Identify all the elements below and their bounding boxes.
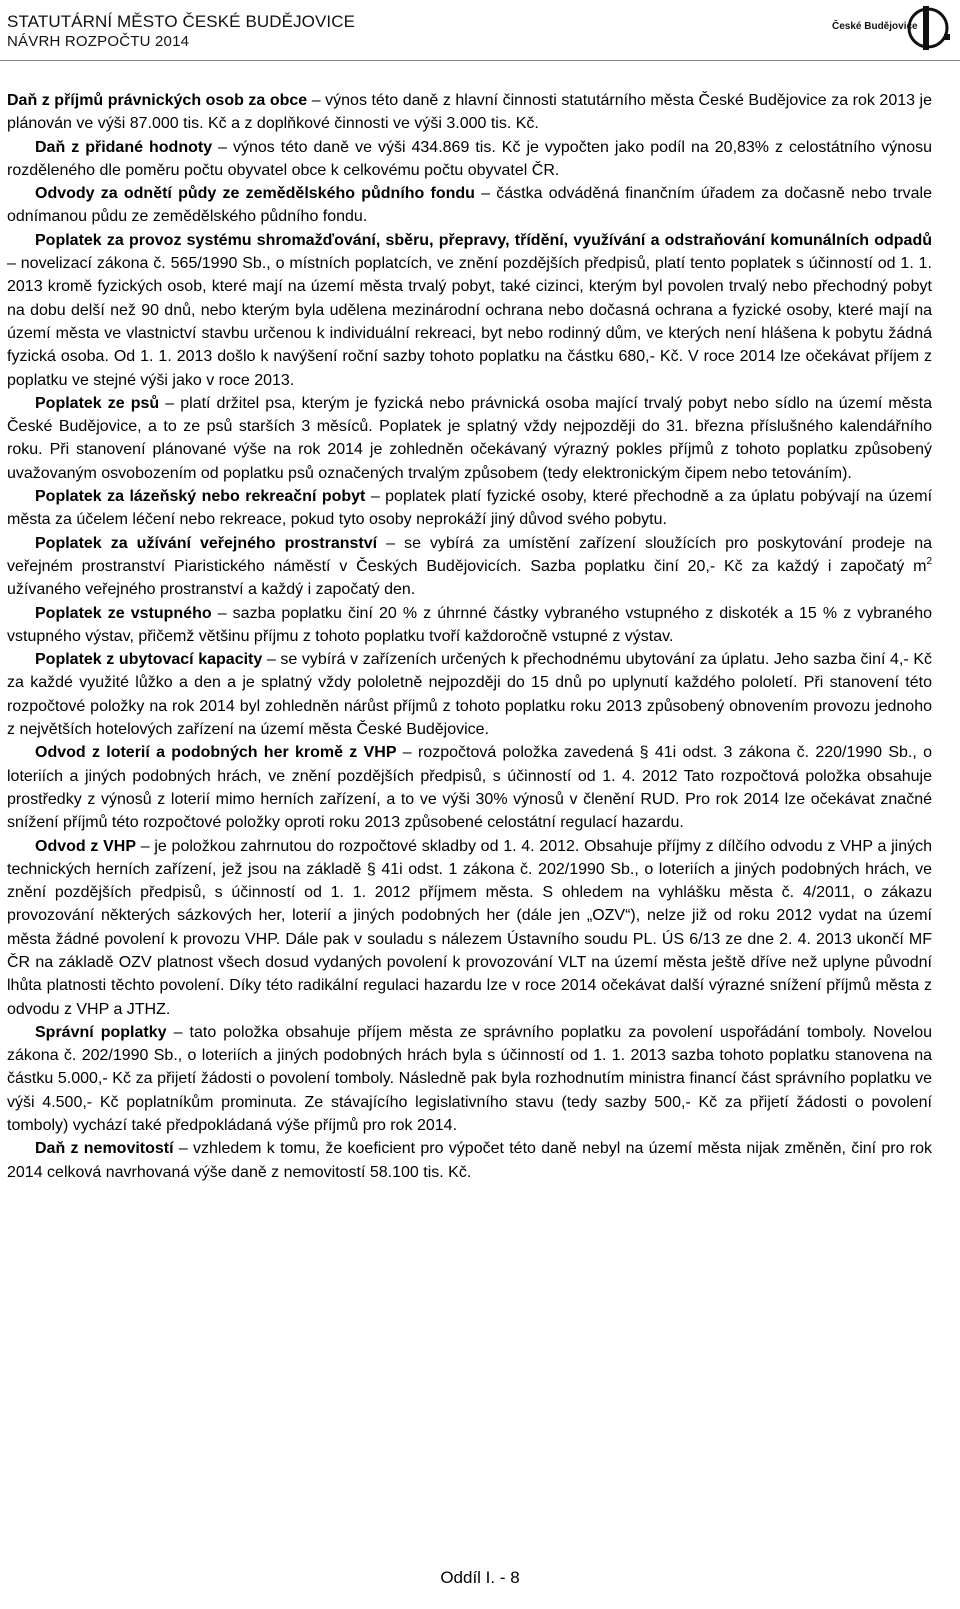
paragraph-administrative-fees (7, 1021, 932, 1137)
paragraph-lottery-levy (7, 741, 932, 834)
header-title-block (7, 12, 355, 52)
page-number: Oddíl I. - 8 (440, 1568, 520, 1587)
paragraph-vhp-levy (7, 835, 932, 1021)
paragraph-admission-fee (7, 602, 932, 649)
paragraph-text: – poplatek platí fyzické osoby, které přechodně a za úplatu pobývají na území města za účelem léčení nebo rekreace, pokud tyto osoby neprokáží jiný důvod svého pobytu. (7, 488, 933, 529)
paragraph-term: Daň z příjmů právnických osob za obce (7, 92, 308, 109)
paragraph-text: – je položkou zahrnutou do rozpočtové skladby od 1. 4. 2012. Obsahuje příjmy z dílčího odvodu z VHP a jiných technických herních zařízení, jež jsou na základě § 41i odst. 1 zákona č. 202/1990 Sb., o loteriích a jiných podobných hrách, ve znění pozdějších předpisů, s účinností od 1. 1. 2012 příjmem města. S ohledem na vyhlášku města č. 4/2011, o zákazu provozování některých sázkových her, loterií a jiných podobných her (dále jen „OZV“), nelze již od roku 2012 vydat na území města žádné povolení k provozu VHP. Dále pak v souladu s nálezem Ústavního soudu PL. ÚS 6/13 ze dne 2. 4. 2013 ukončí MF ČR na základě OZV platnost všech dosud vydaných povolení k provozování VLT na území města ještě dříve než uplyne původní lhůta platnosti těchto povolení. Díky této radikální regulaci hazardu lze v roce 2014 očekávat další výrazné snížení příjmů města z odvodu z VHP a JTHZ. (7, 837, 932, 1018)
city-logo-icon (906, 4, 952, 52)
header-divider (0, 60, 960, 61)
paragraph-term: Odvody za odnětí půdy ze zemědělského půdního fondu (35, 185, 475, 203)
paragraph-term: Poplatek za lázeňský nebo rekreační pobyt (35, 488, 366, 506)
paragraph-term: Správní poplatky (35, 1023, 167, 1041)
paragraph-text: – platí držitel psa, kterým je fyzická nebo právnická osoba mající trvalý pobyt nebo sídlo na území města České Budějovice, a to ze psů starších 3 měsíců. Poplatek je splatný vždy nejpozději do 31. března příslušného kalendářního roku. Při stanovení plánované výše na rok 2014 je zohledněn očekávaný výrazný pokles příjmů z tohoto poplatku způsobený uvažovaným osvobozením od poplatku psů označených trvalým způsobem (tedy elektronickým čipem nebo tetováním). (7, 394, 932, 482)
paragraph-term: Odvod z loterií a podobných her kromě z VHP (35, 744, 397, 762)
paragraph-term: Poplatek z ubytovací kapacity (35, 651, 263, 669)
paragraph-text: – novelizací zákona č. 565/1990 Sb., o místních poplatcích, ve znění pozdějších předpisů, platí tento poplatek s účinností od 1. 1. 2013 kromě fyzických osob, které mají na území města trvalý pobyt, také cizinci, kterým byl povolen trvalý nebo přechodný pobyt na dobu delší než 90 dnů, nebo kterým byla udělena mezinárodní ochrana nebo dočasná ochrana a fyzické osoby, které mají na území města ve vlastnictví stavbu určenou k individuální rekreaci, byt nebo rodinný dům, ve kterých není hlášena k pobytu žádná fyzická osoba. Od 1. 1. 2013 došlo k navýšení roční sazby tohoto poplatku na částku 680,- Kč. V roce 2014 lze očekávat příjem z poplatku ve stejné výši jako v roce 2013. (7, 255, 932, 389)
paragraph-term: Odvod z VHP (35, 837, 137, 855)
paragraph-text: – sazba poplatku činí 20 % z úhrnné částky vybraného vstupného z diskoték a 15 % z vybraného vstupného výstav, přičemž většinu příjmu z tohoto poplatku tvoří každoročně vstupné z výstav. (7, 604, 932, 645)
paragraph-text: – vzhledem k tomu, že koeficient pro výpočet této daně nebyl na území města nijak změněn, činí pro rok 2014 celková navrhovaná výše daně z nemovitostí 58.100 tis. Kč. (7, 1140, 932, 1181)
paragraph-text: – výnos této daně z hlavní činnosti statutárního města České Budějovice za rok 2013 je plánován ve výši 87.000 tis. Kč a z doplňkové činnosti ve výši 3.000 tis. Kč. (7, 92, 933, 133)
city-logo (832, 4, 952, 52)
paragraph-term: Poplatek za provoz systému shromažďování, sběru, přepravy, třídění, využívání a odstraňování komunálních odpadů (35, 231, 932, 249)
paragraph-corporate-income-tax (7, 89, 932, 136)
paragraph-term: Poplatek ze psů (35, 394, 160, 412)
paragraph-public-space-fee (7, 532, 932, 602)
paragraph-property-tax (7, 1137, 932, 1184)
page-footer (0, 1568, 960, 1588)
paragraph-agricultural-land-levy (7, 182, 932, 229)
paragraph-spa-stay-fee (7, 485, 932, 532)
paragraph-term: Poplatek za užívání veřejného prostranství (35, 534, 378, 552)
header-city-name: STATUTÁRNÍ MĚSTO ČESKÉ BUDĚJOVICE (7, 12, 356, 31)
paragraph-text: – se vybírá za umístění zařízení sloužících pro poskytování prodeje na veřejném prostranství Piaristického náměstí v Českých Budějovicích. Sazba poplatku činí 20,- Kč za každý i započatý m (7, 534, 932, 575)
paragraph-term: Daň z nemovitostí (35, 1140, 174, 1158)
superscript: 2 (926, 555, 932, 567)
logo-text: České Budějovice (832, 21, 918, 32)
paragraph-accommodation-fee (7, 648, 932, 741)
page-header (0, 0, 960, 60)
paragraph-text: – částka odváděná finančním úřadem za dočasně nebo trvale odnímanou půdu ze zemědělského půdního fondu. (7, 185, 932, 226)
paragraph-dog-fee (7, 392, 932, 485)
paragraph-text: – rozpočtová položka zavedená § 41i odst. 3 zákona č. 220/1990 Sb., o loteriích a jiných podobných hrách, ve znění pozdějších předpisů, s účinností od 1. 4. 2012 Tato rozpočtová položka obsahuje prostředky z výnosů z loterií mimo herních zařízení, a to ve výši 30% výnosů v členění RUD. Pro rok 2014 lze očekávat značné snížení příjmů této rozpočtové položky oproti roku 2013 způsobené celostátní regulací hazardu. (7, 744, 933, 832)
header-document-name: NÁVRH ROZPOČTU 2014 (7, 33, 190, 50)
document-body (7, 89, 932, 1184)
paragraph-waste-fee (7, 229, 932, 392)
paragraph-term: Poplatek ze vstupného (35, 604, 212, 622)
paragraph-text: – tato položka obsahuje příjem města ze správního poplatku za povolení uspořádání tomboly. Novelou zákona č. 202/1990 Sb., o loteriích a jiných podobných hrách byla s účinností od 1. 1. 2013 sazba tohoto poplatku stanovena na částku 5.000,- Kč za přijetí žádosti o povolení tomboly. Následně pak byla rozhodnutím ministra financí část správního poplatku ve výši 4.500,- Kč poplatníkům prominuta. Ze stávajícího legislativního stavu (tedy sazby 500,- Kč za přijetí žádosti o povolení tomboly) vychází také předpokládaná výše příjmů pro rok 2014. (7, 1023, 933, 1135)
paragraph-text: – se vybírá v zařízeních určených k přechodnému ubytování za úplatu. Jeho sazba činí 4,- Kč za každé využité lůžko a den a je splatný vždy pololetně nejpozději do 15 dnů po uplynutí každého pololetí. Při stanovení této rozpočtové položky na rok 2014 byl zohledněn nárůst příjmů z tohoto poplatku roku 2013 způsobený obnovením provozu jednoho z největších hotelových zařízení na území města České Budějovice. (7, 651, 932, 739)
paragraph-text: – výnos této daně ve výši 434.869 tis. Kč je vypočten jako podíl na 20,83% z celostátního výnosu rozděleného dle poměru počtu obyvatel obce k celkovému počtu obyvatel ČR. (7, 138, 932, 179)
paragraph-term: Daň z přidané hodnoty (35, 138, 213, 156)
paragraph-text-continued: užívaného veřejného prostranství a každý i započatý den. (7, 581, 416, 599)
paragraph-vat (7, 136, 932, 183)
